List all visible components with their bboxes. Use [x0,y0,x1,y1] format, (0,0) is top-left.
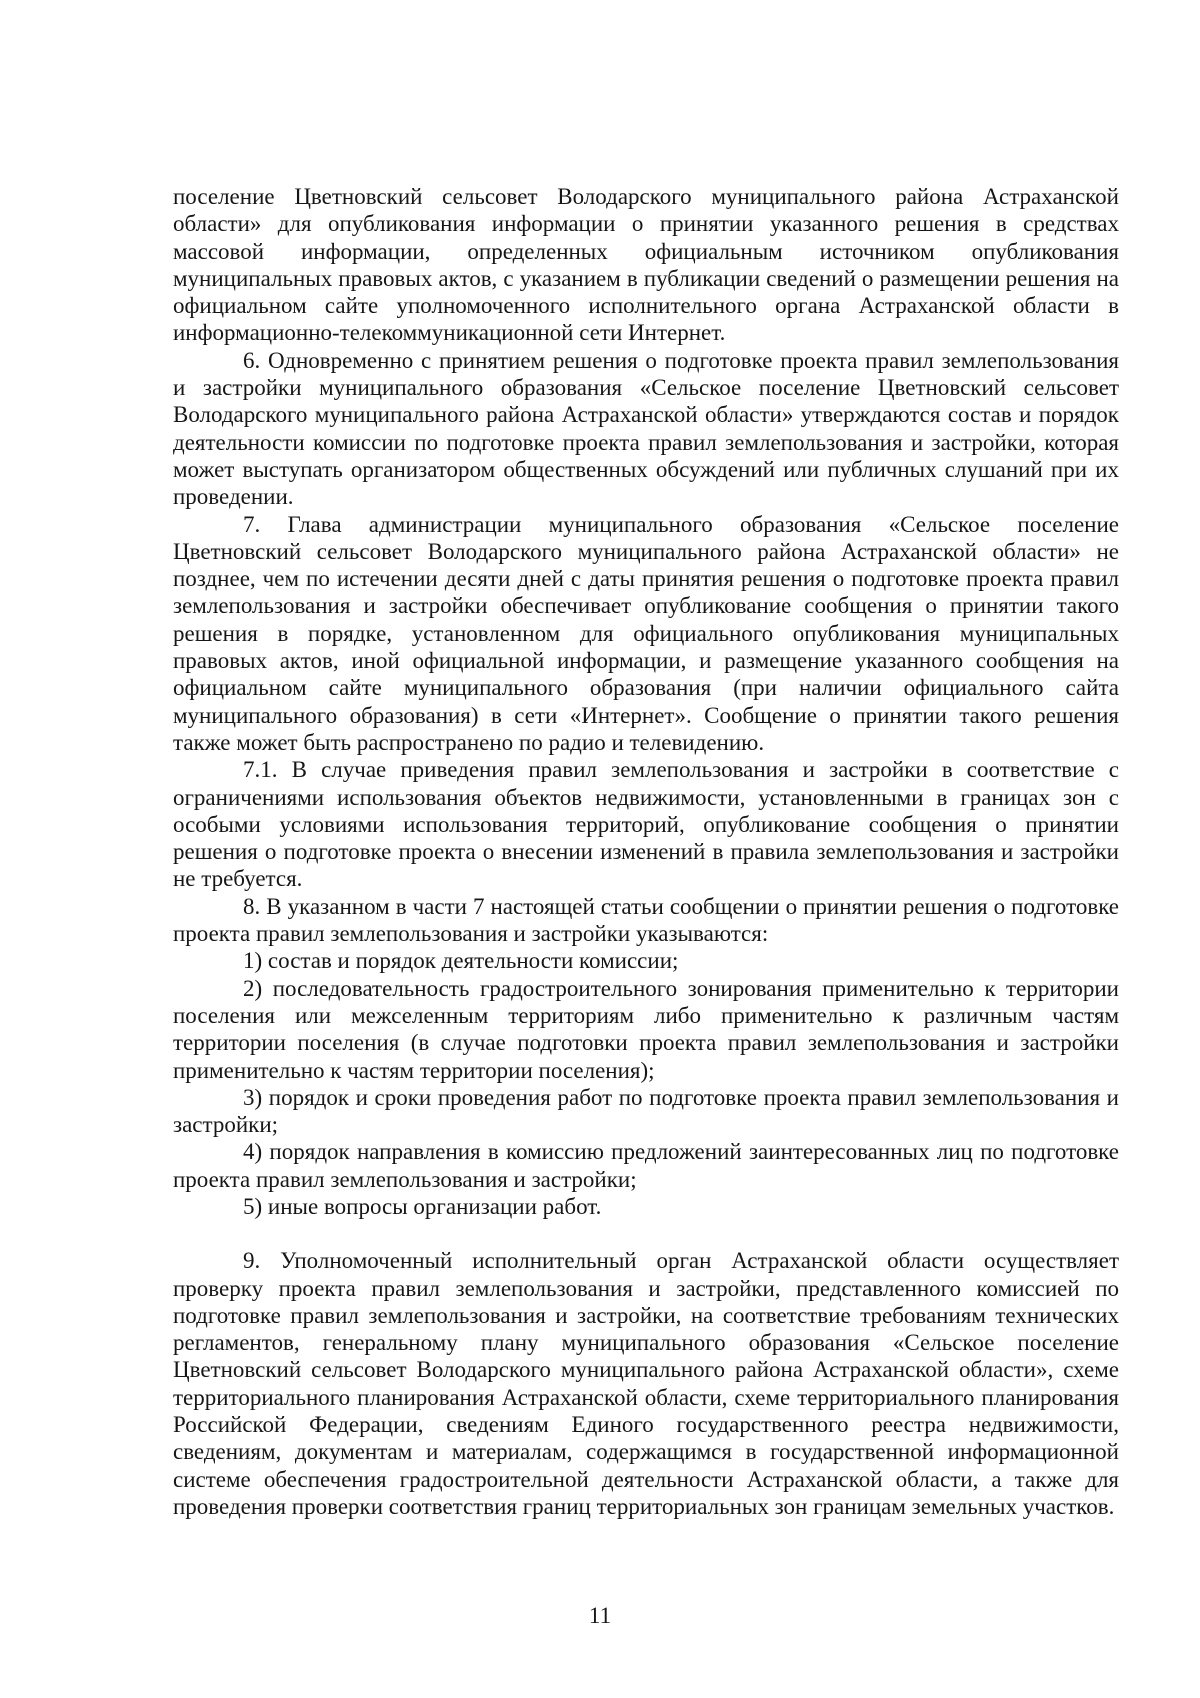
paragraph-continuation: поселение Цветновский сельсовет Володарского муниципального района Астраханской области» для опубликования информации о принятии указанного решения в средствах массовой информации, определенных официальным источником опубликования муниципальных правовых актов, с указанием в публикации сведений о размещении решения на официальном сайте уполномоченного исполнительного органа Астраханской области в информационно-телекоммуникационной сети Интернет. [173,184,1119,346]
list-item-5: 5) иные вопросы организации работ. [243,1193,602,1219]
body-text [173,183,1119,1520]
list-item-1: 1) состав и порядок деятельности комиссии; [243,948,679,974]
paragraph-7: 7. Глава администрации муниципального образования «Сельское поселение Цветновский сельсовет Володарского муниципального района Астраханской области» не позднее, чем по истечении десяти дней с даты принятия решения о подготовке проекта правил землепользования и застройки обеспечивает опубликование сообщения о принятии такого решения в порядке, установленном для официального опубликования муниципальных правовых актов, иной официальной информации, и размещение указанного сообщения на официальном сайте муниципального образования (при наличии официального сайта муниципального образования) в сети «Интернет». Сообщение о принятии такого решения также может быть распространено по радио и телевидению. [173,511,1119,755]
paragraph-7-1: 7.1. В случае приведения правил землепользования и застройки в соответствие с ограничениями использования объектов недвижимости, установленными в границах зон с особыми условиями использования территорий, опубликование сообщения о принятии решения о подготовке проекта о внесении изменений в правила землепользования и застройки не требуется. [173,757,1119,892]
list-item-3: 3) порядок и сроки проведения работ по подготовке проекта правил землепользования и застройки; [173,1084,1119,1138]
list-item-4: 4) порядок направления в комиссию предложений заинтересованных лиц по подготовке проекта правил землепользования и застройки; [173,1139,1119,1192]
paragraph-6: 6. Одновременно с принятием решения о подготовке проекта правил землепользования и застройки муниципального образования «Сельское поселение Цветновский сельсовет Володарского муниципального района Астраханской области» утверждаются состав и порядок деятельности комиссии по подготовке проекта правил землепользования и застройки, которая может выступать организатором общественных обсуждений или публичных слушаний при их проведении. [173,347,1119,510]
list-item-2: 2) последовательность градостроительного зонирования применительно к территории поселения или межселенным территориям либо применительно к различным частям территории поселения (в случае подготовки проекта правил землепользования и застройки применительно к частям территории поселения); [173,975,1119,1083]
page-number: 11 [588,1603,612,1628]
paragraph-9: 9. Уполномоченный исполнительный орган Астраханской области осуществляет проверку проекта правил землепользования и застройки, представленного комиссией по подготовке правил землепользования и застройки, на соответствие требованиям технических регламентов, генеральному плану муниципального образования «Сельское поселение Цветновский сельсовет Володарского муниципального района Астраханской области», схеме территориального планирования Астраханской области, схеме территориального планирования Российской Федерации, сведениям Единого государственного реестра недвижимости, сведениям, документам и материалам, содержащимся в государственной информационной системе обеспечения градостроительной деятельности Астраханской области, а также для проведения проверки соответствия границ территориальных зон границам земельных участков. [173,1248,1119,1519]
paragraph-8: 8. В указанном в части 7 настоящей статьи сообщении о принятии решения о подготовке проекта правил землепользования и застройки указываются: [173,893,1119,947]
